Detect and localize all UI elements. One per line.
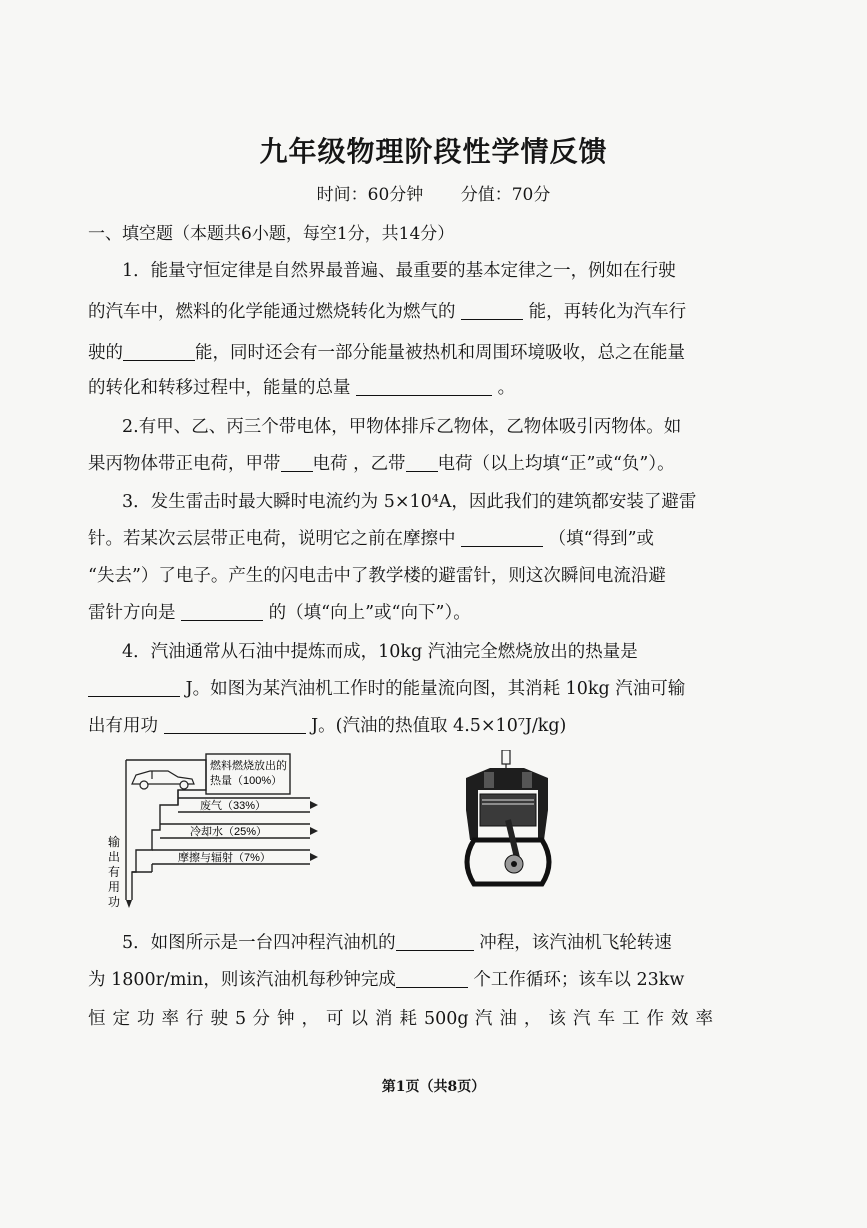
q4-line-3-text-b: J。(汽油的热值取 4.5×10⁷J/kg) (311, 716, 567, 736)
q5-line-3: 恒 定 功 率 行 驶 5 分 钟 ， 可 以 消 耗 500g 汽 油 ， 该 汽 车 工 作 效 率 (88, 1009, 713, 1029)
q4-blank-1[interactable] (88, 678, 180, 697)
output-char: 功 (108, 895, 121, 909)
energy-flow-diagram (96, 750, 336, 920)
q3-line-2-text-a: 针。若某次云层带正电荷，说明它之前在摩擦中 (88, 529, 456, 549)
section-heading: 一、填空题（本题共6小题，每空1分，共14分） (88, 224, 455, 244)
q2-line-2-text-a: 果丙物体带正电荷，甲带 (88, 454, 281, 474)
q5-line-1 (122, 929, 713, 954)
exam-score: 分值：70分 (460, 185, 551, 205)
q1-blank-3[interactable] (356, 377, 492, 396)
q3-blank-2[interactable] (181, 602, 263, 621)
q1-line-2-text-a: 的汽车中，燃料的化学能通过燃烧转化为燃气的 (88, 302, 456, 322)
cylinder-wall-left (466, 802, 478, 840)
q3-blank-1[interactable] (461, 528, 543, 547)
exhaust-label: 废气（33%） (200, 800, 267, 812)
page-title: 九年级物理阶段性学情反馈 (259, 135, 608, 168)
q1-line-4-text-b: 。 (497, 378, 516, 398)
cooling-arrow (310, 827, 318, 835)
q5-blank-1[interactable] (396, 932, 474, 951)
q3-line-4-text-b: 的（填“向上”或“向下”）。 (268, 603, 471, 623)
q1-blank-2[interactable] (123, 342, 195, 361)
valve-left (484, 772, 494, 788)
q2-line-2 (88, 450, 713, 475)
output-char: 有 (108, 865, 121, 879)
q5-line-2 (88, 966, 713, 991)
q3-line-2 (88, 525, 713, 550)
q3-line-1: 3．发生雷击时最大瞬时电流约为 5×10⁴A，因此我们的建筑都安装了避雷 (122, 492, 697, 512)
q3-line-4-text-a: 雷针方向是 (88, 603, 176, 623)
q1-line-2-text-b: 能，再转化为汽车行 (528, 302, 687, 322)
q5-line-1-text-b: 冲程，该汽油机飞轮转速 (479, 933, 672, 953)
exhaust-arrow (310, 801, 318, 809)
q2-line-2-text-b: 电荷 ，乙带 (312, 454, 406, 474)
q1-blank-1[interactable] (461, 301, 523, 320)
fuel-label-2: 热量（100%） (210, 775, 283, 787)
friction-label: 摩擦与辐射（7%） (178, 852, 271, 864)
q4-line-2-text: J。如图为某汽油机工作时的能量流向图，其消耗 10kg 汽油可输 (185, 679, 686, 699)
q4-line-1: 4．汽油通常从石油中提炼而成，10kg 汽油完全燃烧放出的热量是 (122, 642, 638, 662)
q2-line-1: 2.有甲、乙、丙三个带电体，甲物体排斥乙物体，乙物体吸引丙物体。如 (122, 417, 682, 437)
q1-line-3 (88, 339, 713, 364)
cylinder-wall-right (538, 802, 548, 840)
q5-blank-2[interactable] (396, 969, 468, 988)
q1-line-1: 1．能量守恒定律是自然界最普遍、最重要的基本定律之一，例如在行驶 (122, 261, 676, 281)
q5-line-2-text-b: 个工作循环；该车以 23kw (473, 970, 685, 990)
q1-line-2 (88, 298, 713, 323)
page-footer: 第1页（共8页） (381, 1079, 486, 1095)
exam-time: 时间：60分钟 (316, 185, 424, 205)
q3-line-4 (88, 599, 713, 624)
car-icon (132, 771, 194, 789)
fuel-label-1: 燃料燃烧放出的 (210, 760, 287, 772)
friction-arrow (310, 853, 318, 861)
q3-line-3: “失去”）了电子。产生的闪电击中了教学楼的避雷针，则这次瞬间电流沿避 (88, 566, 666, 586)
q4-line-3-text-a: 出有用功 (88, 716, 158, 736)
output-char: 用 (108, 880, 121, 894)
output-arrow (126, 900, 132, 908)
q2-line-2-text-c: 电荷（以上均填“正”或“负”）。 (437, 454, 675, 474)
engine-stroke-illustration (448, 750, 568, 890)
valve-right (522, 772, 532, 788)
q1-line-3-text-a: 驶的 (88, 343, 123, 363)
output-char: 输 (108, 835, 121, 849)
q4-blank-2[interactable] (164, 715, 306, 734)
q4-line-2 (88, 675, 713, 700)
q3-line-2-text-b: （填“得到”或 (548, 529, 655, 549)
q1-line-3-text-b: 能，同时还会有一部分能量被热机和周围环境吸收，总之在能量 (195, 343, 685, 363)
q1-line-4 (88, 374, 713, 399)
output-char: 出 (108, 850, 121, 864)
cooling-label: 冷却水（25%） (190, 826, 268, 838)
q2-blank-2[interactable] (406, 453, 438, 472)
q4-line-3 (88, 712, 713, 737)
q1-line-4-text-a: 的转化和转移过程中，能量的总量 (88, 378, 351, 398)
q5-line-2-text-a: 为 1800r/min，则该汽油机每秒钟完成 (88, 970, 396, 990)
q2-blank-1[interactable] (281, 453, 313, 472)
exam-info (0, 180, 867, 205)
q5-line-1-text-a: 5．如图所示是一台四冲程汽油机的 (122, 933, 396, 953)
